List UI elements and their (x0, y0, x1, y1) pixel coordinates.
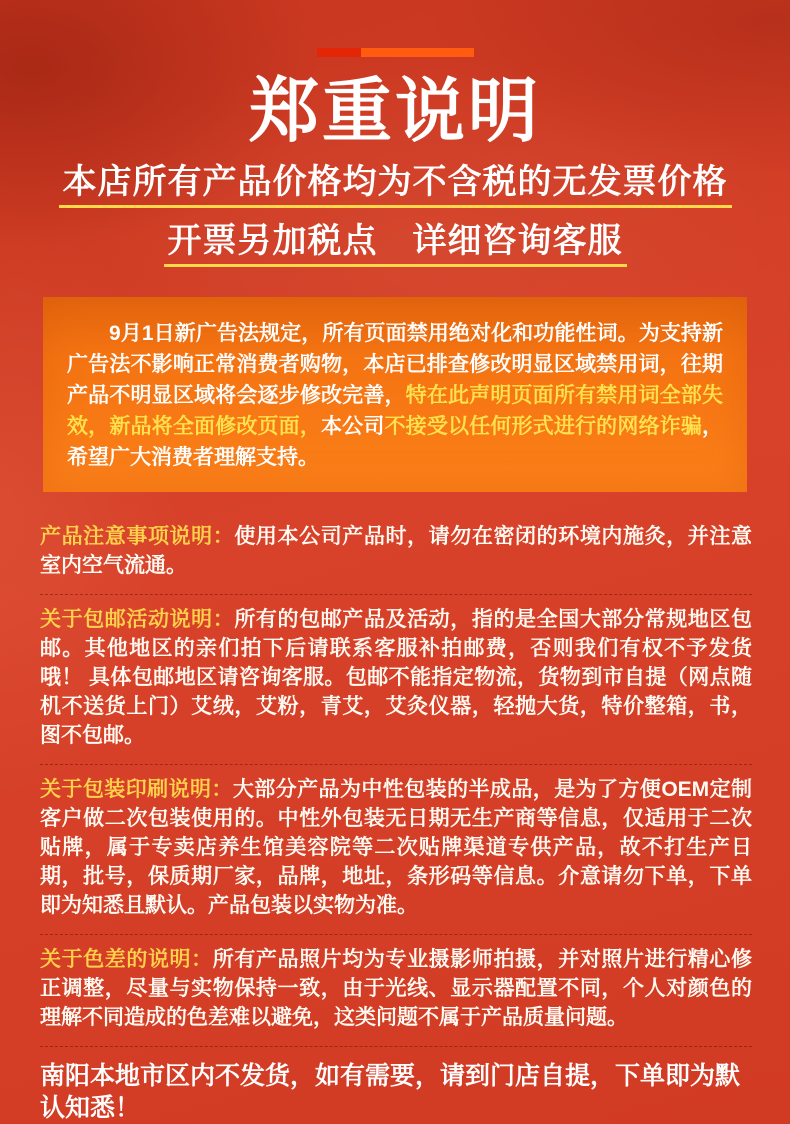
section-body: 所有产品照片均为专业摄影师拍摄，并对照片进行精心修正调整，尽量与实物保持一致，由于光线、显示器配置不同，个人对颜色的理解不同造成的色差难以避免，这类问题不属于产品质量问题。 (40, 947, 752, 1029)
notice-segment: 9月1日新广告法规定，所有页面禁用绝对化和功能性词。为支持新广告法不影响正常消费者购物，本店已排查修改明显区域禁用词，往期产品不明显区域将会逐步修改完善， (67, 321, 723, 407)
header-accent-bar-icon (317, 48, 474, 57)
section-body: 大部分产品为中性包装的半成品，是为了方便OEM定制客户做二次包装使用的。中性外包装无日期无生产商等信息，仅适用于二次贴牌，属于专卖店养生馆美容院等二次贴牌渠道专供产品，故不打生产日期，批号，保质期厂家，品牌，地址，条形码等信息。介意请勿下单，下单即为知悉且默认。产品包装以实物为准。 (40, 777, 752, 917)
section-heading: 关于色差的说明： (40, 947, 213, 971)
section-heading: 关于包装印刷说明： (40, 777, 233, 801)
section-paragraph (40, 522, 752, 580)
section-paragraph (40, 605, 752, 750)
notice-segment: ，希望广大消费者理解支持。 (67, 414, 723, 469)
section-heading: 关于包邮活动说明： (40, 607, 235, 631)
accent-bar-right-segment (361, 48, 474, 57)
section-packaging-printing (40, 765, 752, 935)
section-body: 使用本公司产品时，请勿在密闭的环境内施灸，并注意室内空气流通。 (40, 524, 752, 577)
notice-paragraph (67, 318, 723, 473)
section-paragraph (40, 945, 752, 1032)
notice-segment: 本公司 (321, 414, 385, 438)
accent-bar-left-segment (317, 48, 361, 57)
detail-sections (40, 512, 752, 1124)
subtitle-line-2: 开票另加税点 详细咨询客服 (164, 222, 627, 267)
notice-segment-highlight: 不接受以任何形式进行的网络诈骗 (384, 414, 702, 438)
section-paragraph (40, 775, 752, 920)
subtitle-line-1: 本店所有产品价格均为不含税的无发票价格 (59, 163, 732, 208)
section-free-shipping (40, 595, 752, 765)
section-body: 所有的包邮产品及活动，指的是全国大部分常规地区包邮。其他地区的亲们拍下后请联系客服补拍邮费，否则我们有权不予发货哦！ 具体包邮地区请咨询客服。包邮不能指定物流，货物到市自提（网点随机不送货上门）艾绒，艾粉，青艾，艾灸仪器，轻抛大货，特价整箱，书，图不包邮。 (40, 607, 752, 747)
statement-poster (0, 48, 790, 1124)
local-pickup-notice: 南阳本地市区内不发货，如有需要，请到门店自提，下单即为默认知悉！ (40, 1061, 741, 1122)
advertising-law-notice-box (43, 297, 747, 492)
section-heading: 产品注意事项说明： (40, 524, 235, 548)
page-title: 郑重说明 (249, 72, 541, 150)
notice-segment-highlight: 特在此声明页面所有禁用词全部失效，新品将全面修改页面， (67, 383, 724, 438)
section-color-difference (40, 935, 752, 1047)
section-product-precautions (40, 512, 752, 595)
